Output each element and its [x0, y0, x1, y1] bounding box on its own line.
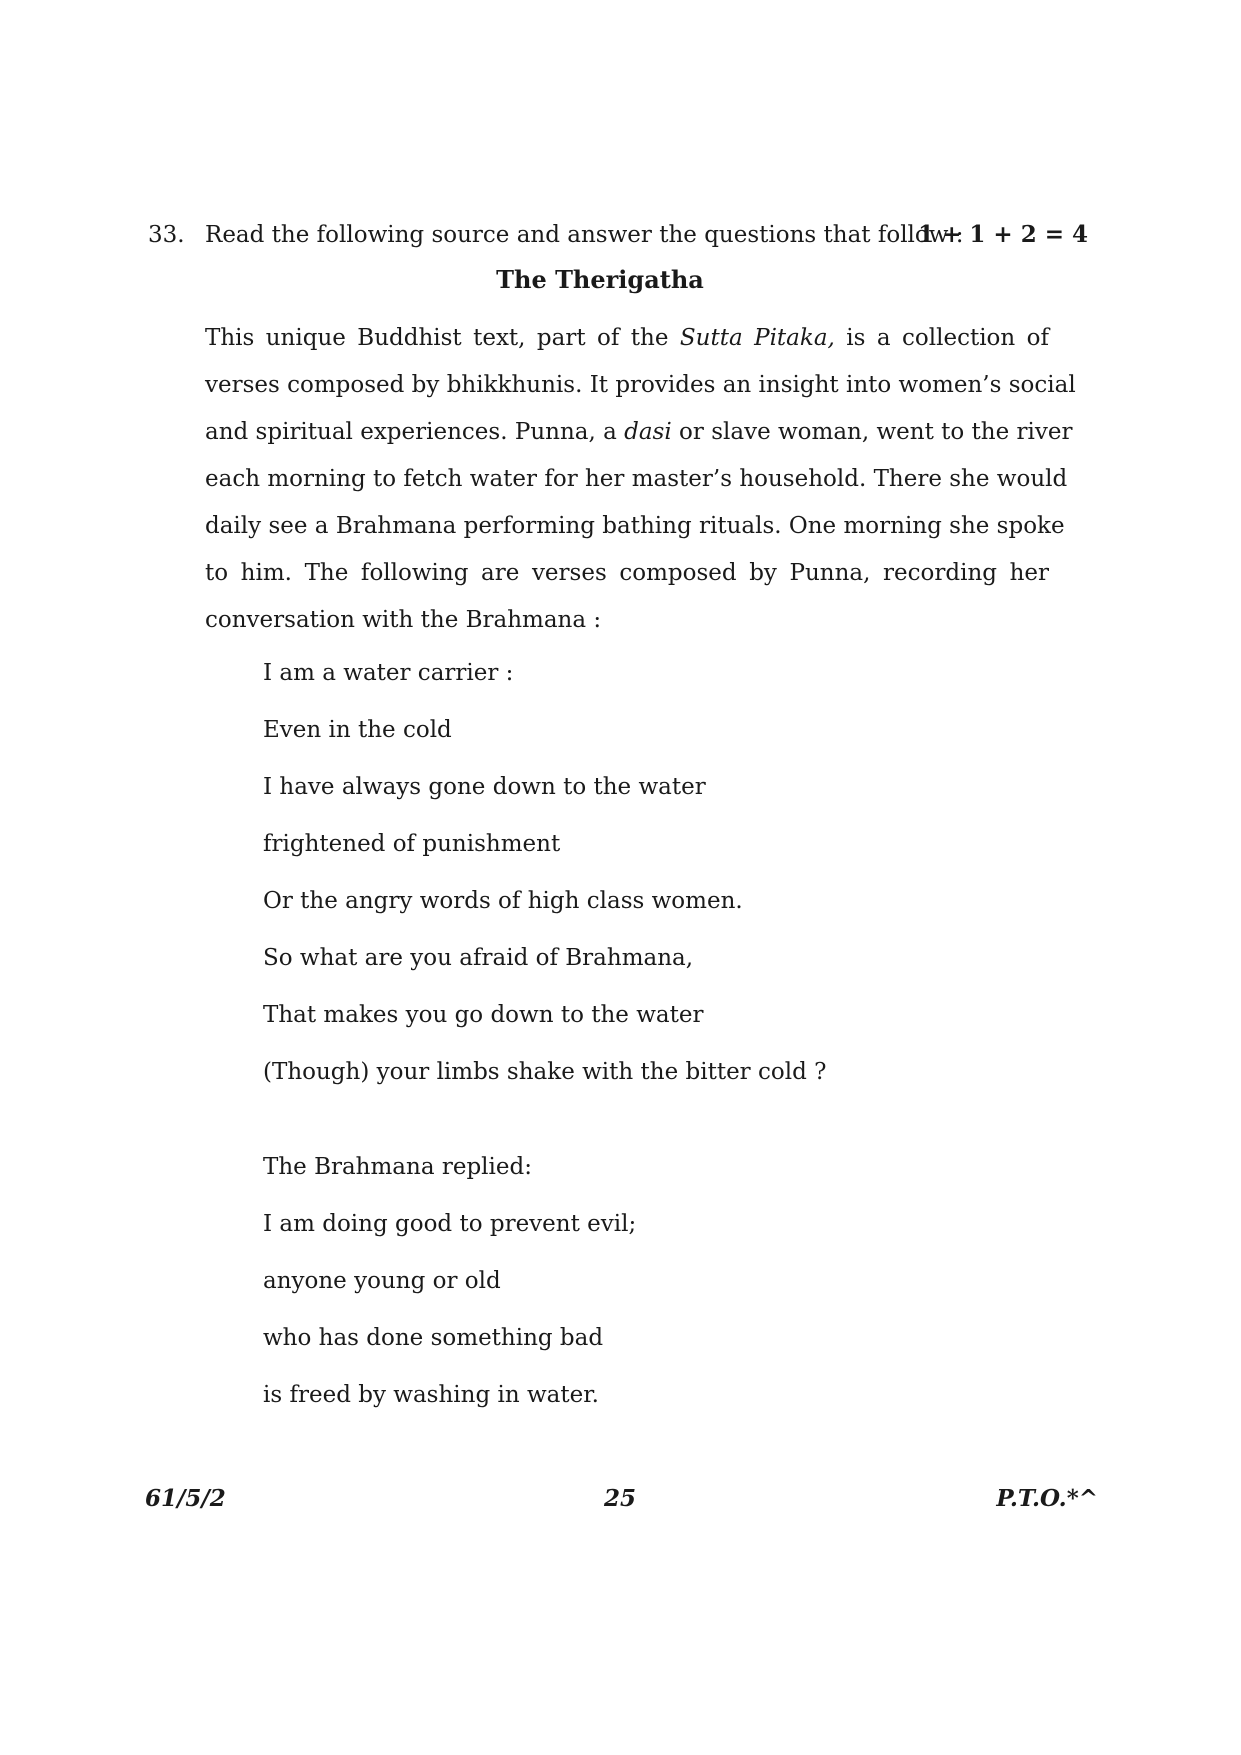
paragraph-italic-term: dasi	[624, 419, 672, 445]
question-marks: 1 + 1 + 2 = 4	[918, 221, 1088, 248]
verse-line: Even in the cold	[263, 717, 452, 743]
paragraph-line: daily see a Brahmana performing bathing rituals. One morning she spoke	[205, 513, 1065, 539]
paragraph-text: is a collection of	[834, 325, 1050, 351]
verse-line: So what are you afraid of Brahmana,	[263, 945, 694, 971]
please-turn-over: P.T.O.*^	[996, 1485, 1098, 1512]
paragraph-line: conversation with the Brahmana :	[205, 607, 602, 633]
verse-line: Or the angry words of high class women.	[263, 888, 743, 914]
question-prompt: Read the following source and answer the questions that follow :	[205, 222, 964, 248]
verse-line: frightened of punishment	[263, 831, 561, 857]
verse-line: (Though) your limbs shake with the bitter cold ?	[263, 1059, 827, 1085]
paragraph-line	[205, 315, 1049, 362]
verse-line: I am doing good to prevent evil;	[263, 1211, 637, 1237]
paragraph-line: verses composed by bhikkhunis. It provides an insight into women’s social	[205, 372, 1076, 398]
paragraph-text: This unique Buddhist text, part of the	[205, 325, 680, 351]
verse-line: anyone young or old	[263, 1268, 501, 1294]
question-number: 33.	[148, 222, 185, 248]
page-number: 25	[603, 1485, 636, 1512]
verse-line: The Brahmana replied:	[263, 1154, 532, 1180]
paragraph-text: and spiritual experiences. Punna, a	[205, 419, 625, 445]
verse-line: is freed by washing in water.	[263, 1382, 599, 1408]
paragraph-line: each morning to fetch water for her master’s household. There she would	[205, 466, 1068, 492]
verse-line: I am a water carrier :	[263, 660, 514, 686]
paragraph-line	[205, 409, 1073, 456]
paper-code: 61/5/2	[145, 1485, 226, 1512]
source-title: The Therigatha	[496, 265, 704, 294]
verse-line: who has done something bad	[263, 1325, 604, 1351]
paragraph-text: or slave woman, went to the river	[671, 419, 1073, 445]
verse-line: That makes you go down to the water	[263, 1002, 704, 1028]
paragraph-line: to him. The following are verses composed by Punna, recording her	[205, 560, 1049, 586]
verse-line: I have always gone down to the water	[263, 774, 706, 800]
source-paragraph	[205, 315, 1076, 644]
paragraph-italic-term: Sutta Pitaka,	[679, 325, 835, 351]
